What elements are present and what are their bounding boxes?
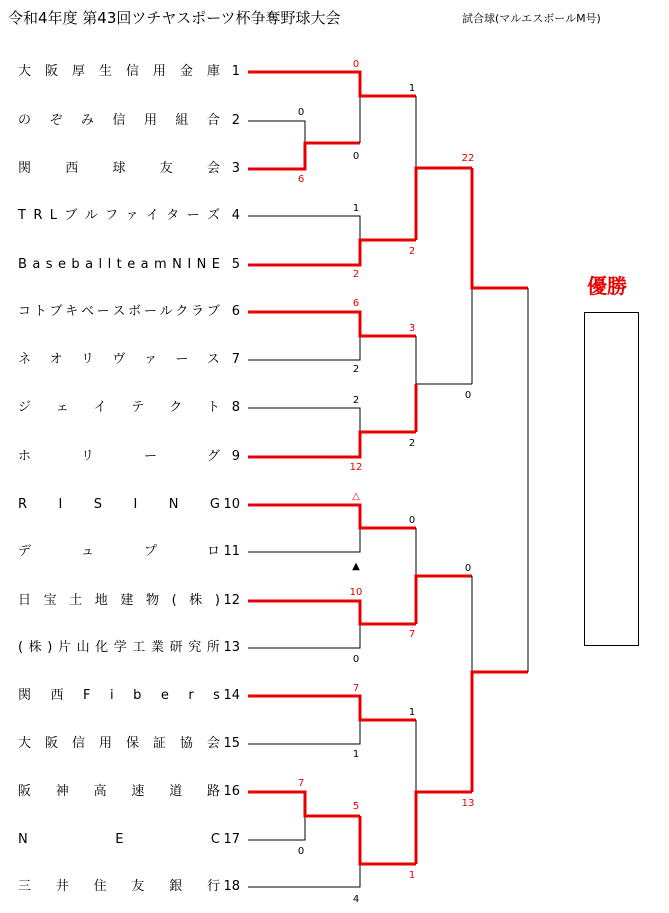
team-number: 5 (231, 257, 240, 272)
team-number: 10 (223, 497, 240, 512)
team-name: ジ ェ イ テ ク ト (18, 400, 220, 415)
team-name: 大 阪 厚 生 信 用 金 庫 (18, 64, 220, 79)
score-label: 13 (461, 798, 475, 809)
score-label: 0 (464, 390, 472, 401)
score-label: 0 (352, 59, 360, 70)
bracket-line (248, 408, 360, 432)
score-label: 10 (349, 587, 363, 598)
team-name: の ぞ み 信 用 組 合 (18, 113, 220, 128)
bracket-line-winner (248, 696, 416, 720)
score-label: 0 (352, 654, 360, 665)
team-name: ネ オ リ ヴ ァ ー ス (18, 352, 220, 367)
page-title: 令和4年度 第43回ツチヤスポーツ杯争奪野球大会 (8, 9, 341, 27)
score-label: 1 (352, 203, 360, 214)
score-label: 0 (297, 107, 305, 118)
champion-label: 優勝 (587, 274, 627, 298)
team-name: N E C (18, 832, 220, 847)
score-label: ▲ (352, 561, 360, 572)
bracket-line-winner (472, 672, 528, 792)
team-number: 16 (223, 784, 240, 799)
bracket-line-winner (248, 601, 416, 624)
score-label: 6 (352, 298, 360, 309)
score-label: 5 (352, 801, 360, 812)
bracket-line-winner (472, 168, 528, 288)
team-name: 関 西 F i b e r s (18, 688, 220, 703)
bracket-line (248, 216, 360, 240)
bracket-line-winner (248, 432, 416, 457)
score-label: 1 (408, 707, 416, 718)
team-name: コ ト ブ キ ベ ー ス ボ ー ル ク ラ ブ (18, 304, 220, 319)
team-number: 17 (223, 832, 240, 847)
team-number: 12 (223, 593, 240, 608)
team-name: 関 西 球 友 会 (18, 161, 220, 176)
team-number: 14 (223, 688, 240, 703)
bracket-line (416, 336, 472, 384)
bracket-line-winner (416, 576, 472, 624)
champion-box (584, 312, 639, 646)
team-number: 15 (223, 736, 240, 751)
score-label: 7 (352, 683, 360, 694)
bracket-line-winner (248, 240, 416, 265)
team-name: 三 井 住 友 銀 行 (18, 879, 220, 894)
score-label: 6 (297, 174, 305, 185)
bracket-line-winner (248, 72, 416, 96)
team-name: T R L ブ ル フ ァ イ タ ー ズ (18, 208, 220, 223)
score-label: 1 (408, 870, 416, 881)
score-label: 3 (408, 323, 416, 334)
bracket-line (248, 121, 305, 143)
bracket-line-winner (416, 168, 472, 240)
score-label: 0 (297, 846, 305, 857)
team-name: R I S I N G (18, 497, 220, 512)
page-subtitle: 試合球(マルエスボールM号) (462, 12, 601, 25)
score-label: 22 (461, 153, 475, 164)
team-name: ( 株 ) 片 山 化 学 工 業 研 究 所 (18, 640, 220, 655)
team-name: 阪 神 高 速 道 路 (18, 784, 220, 799)
team-number: 7 (231, 352, 240, 367)
team-name: 日 宝 土 地 建 物 ( 株 ) (18, 593, 220, 608)
bracket-line (248, 720, 360, 744)
bracket-line (248, 528, 360, 552)
score-label: 7 (297, 778, 305, 789)
bracket-line-winner (360, 816, 416, 864)
team-number: 11 (223, 544, 240, 559)
score-label: 1 (408, 83, 416, 94)
bracket-line (248, 336, 360, 360)
team-name: デ ュ プ ロ (18, 544, 220, 559)
score-label: 4 (352, 894, 360, 905)
team-name: ホ リ ー グ (18, 449, 220, 464)
score-label: 12 (349, 462, 363, 473)
bracket-line-winner (248, 792, 360, 816)
score-label: 7 (408, 629, 416, 640)
team-name: B a s e b a l l t e a m N I N E (18, 257, 220, 272)
team-number: 6 (231, 304, 240, 319)
team-number: 8 (231, 400, 240, 415)
team-number: 3 (231, 161, 240, 176)
team-number: 13 (223, 640, 240, 655)
score-label: 2 (408, 438, 416, 449)
score-label: 1 (352, 749, 360, 760)
team-number: 18 (223, 879, 240, 894)
score-label: 0 (464, 563, 472, 574)
bracket-line-winner (248, 505, 416, 528)
team-number: 9 (231, 449, 240, 464)
score-label: 2 (352, 269, 360, 280)
team-number: 2 (231, 113, 240, 128)
bracket-line-winner (248, 143, 360, 169)
score-label: △ (352, 491, 360, 502)
score-label: 2 (352, 395, 360, 406)
bracket-line (248, 816, 305, 840)
bracket-line (248, 864, 360, 887)
team-number: 4 (231, 208, 240, 223)
bracket-line-winner (248, 312, 416, 336)
team-number: 1 (231, 64, 240, 79)
score-label: 0 (352, 151, 360, 162)
score-label: 2 (352, 364, 360, 375)
score-label: 0 (408, 515, 416, 526)
team-name: 大 阪 信 用 保 証 協 会 (18, 736, 220, 751)
score-label: 2 (408, 246, 416, 257)
bracket-line (248, 624, 360, 648)
